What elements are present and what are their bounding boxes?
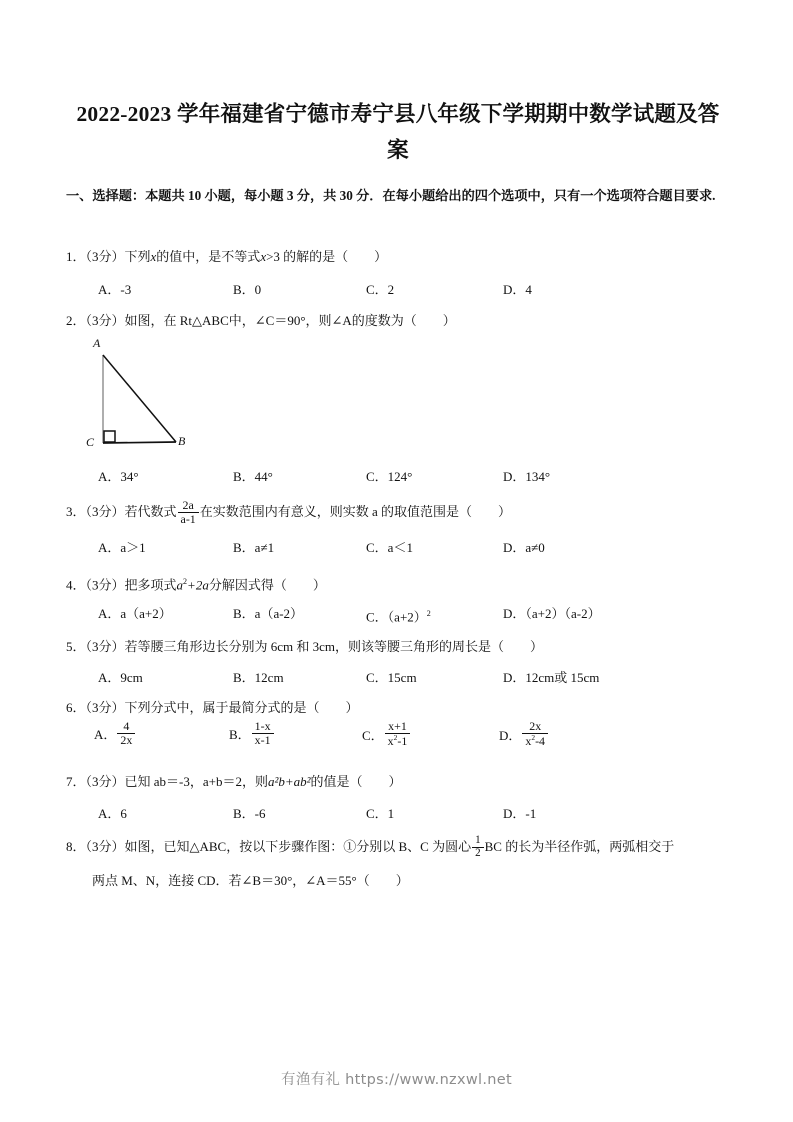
question-7-stem [66,771,402,793]
q1-option-a[interactable]: A．-3 [98,282,132,297]
q7-expression: a²b+ab² [267,774,311,789]
q6-option-b[interactable] [229,721,275,747]
question-2-figure [80,338,200,456]
triangle-label-b: B [178,434,186,448]
q6-option-c-den-rest: -1 [397,733,408,748]
triangle-label-c: C [86,435,95,449]
question-1-stem [66,246,387,268]
q1-var-x2: x [260,249,267,264]
q6-option-d-den-exponent: 2 [531,732,536,742]
q6-option-c-den-exponent: 2 [393,732,398,742]
q2-option-a[interactable]: A．34° [98,469,139,484]
q1-option-d[interactable]: D．4 [503,282,532,297]
q8-line1-post: BC 的长为半径作弧，两弧相交于 [484,839,675,855]
q6-option-d-den-rest: -4 [535,733,546,748]
q6-option-c-label: C． [362,727,384,743]
question-5-options [66,667,746,689]
q5-option-d[interactable]: D．12cm或 15cm [503,670,600,685]
q3-option-b[interactable]: B．a≠1 [233,540,275,555]
q7-option-b[interactable]: B．-6 [233,806,266,821]
question-8-stem-line1 [66,836,674,860]
q7-suffix: 的值是（ ） [310,774,402,789]
q7-prefix: 7．（3分）已知 ab＝-3，a+b＝2，则 [66,774,268,789]
q6-option-a-numerator: 4 [117,720,135,734]
q6-option-b-label: B． [229,727,251,743]
section-intro-text: 一、选择题：本题共 10 小题，每小题 3 分，共 30 分．在每小题给出的四个选项中，只有一个选项符合题目要求. [66,188,716,203]
q4-suffix: 分解因式得（ ） [208,577,326,593]
question-6-options [66,719,746,770]
q5-option-a[interactable]: A．9cm [98,670,143,685]
page-title: 2022-2023 学年福建省宁德市寿宁县八年级下学期期中数学试题及答案 [76,102,720,162]
q6-option-d-denominator [522,734,548,748]
q6-option-d-label: D． [499,727,522,743]
q6-option-b-numerator: 1-x [252,720,274,734]
question-8-stem-line2: 两点 M、N，连接 CD．若∠B＝30°，∠A＝55°（ ） [92,873,409,888]
triangle-label-a: A [93,336,101,350]
q1-var-x: x [150,249,157,264]
q6-option-d-numerator: 2x [522,720,548,734]
q2-option-c[interactable]: C．124° [366,469,413,484]
q6-option-c-fraction [385,720,411,747]
question-4-options [66,603,746,625]
q6-option-c-den-base: x [387,733,394,748]
q8-fraction-numerator: 1 [472,835,484,848]
q2-option-d[interactable]: D．134° [503,469,551,484]
q6-option-d-fraction [522,720,548,747]
q5-option-b[interactable]: B．12cm [233,670,284,685]
q4-option-b[interactable]: B．a（a-2） [233,606,304,621]
q7-option-c[interactable]: C．1 [366,806,395,821]
q3-prefix: 3．（3分）若代数式 [66,504,177,520]
q4-option-c-exponent: 2 [426,609,431,618]
q8-fraction-denominator: 2 [475,846,481,859]
q6-option-c-denominator [385,734,411,748]
q3-option-c[interactable]: C．a＜1 [366,540,413,555]
q7-option-d[interactable]: D．-1 [503,806,537,821]
q6-option-d-den-base: x [525,733,532,748]
q6-option-a-denominator: 2x [120,732,133,747]
question-3-stem [66,500,511,526]
q3-suffix: 在实数范围内有意义，则实数 a 的取值范围是（ ） [199,504,512,520]
question-3-options [66,537,746,559]
q6-option-b-fraction [252,720,274,746]
q7-option-a[interactable]: A．6 [98,806,127,821]
q8-line1-pre: 8．（3分）如图，已知△ABC，按以下步骤作图：①分别以 B、C 为圆心 [66,839,472,855]
q8-fraction [472,835,484,859]
q1-option-b[interactable]: B．0 [233,282,262,297]
q4-expr-base: a [176,577,184,593]
q3-fraction-denominator: a-1 [180,511,196,526]
q3-fraction-numerator: 2a [178,499,199,513]
q6-option-c[interactable] [362,721,411,748]
q6-option-a[interactable] [94,721,136,747]
q4-expr-rest: +2a [187,577,209,593]
footer-watermark: 有渔有礼 https://www.nzxwl.net [281,1072,512,1088]
q1-mid: 的值中，是不等式 [156,249,261,264]
q5-option-c[interactable]: C．15cm [366,670,417,685]
question-6-stem: 6．（3分）下列分式中，属于最简分式的是（ ） [66,700,359,715]
q4-option-a[interactable]: A．a（a+2） [98,606,172,621]
q1-suffix: >3 的解的是（ ） [266,249,388,264]
q6-option-c-numerator: x+1 [385,720,411,734]
q3-option-a[interactable]: A．a＞1 [98,540,146,555]
q6-option-b-denominator: x-1 [254,732,271,747]
question-2-options [66,466,746,488]
q4-prefix: 4．（3分）把多项式 [66,577,177,593]
question-5-stem: 5．（3分）若等腰三角形边长分别为 6cm 和 3cm，则该等腰三角形的周长是（ ） [66,639,544,654]
q4-option-c[interactable] [366,603,431,628]
q1-prefix: 1．（3分）下列 [66,249,151,264]
q2-option-b[interactable]: B．44° [233,469,273,484]
question-2-stem: 2．（3分）如图，在 Rt△ABC中，∠C＝90°，则∠A的度数为（ ） [66,313,456,328]
question-1-options [66,279,746,301]
q3-option-d[interactable]: D．a≠0 [503,540,545,555]
q6-option-a-fraction [117,720,135,746]
question-7-options [66,803,746,825]
q4-option-d[interactable]: D．（a+2）（a-2） [503,606,601,621]
q3-fraction [178,499,199,525]
q4-option-c-base: C．（a+2） [366,609,427,625]
q6-option-a-label: A． [94,727,117,743]
q6-option-d[interactable] [499,721,549,748]
q4-expr-exponent: 2 [183,577,188,586]
q1-option-c[interactable]: C．2 [366,282,395,297]
question-4-stem [66,571,326,596]
